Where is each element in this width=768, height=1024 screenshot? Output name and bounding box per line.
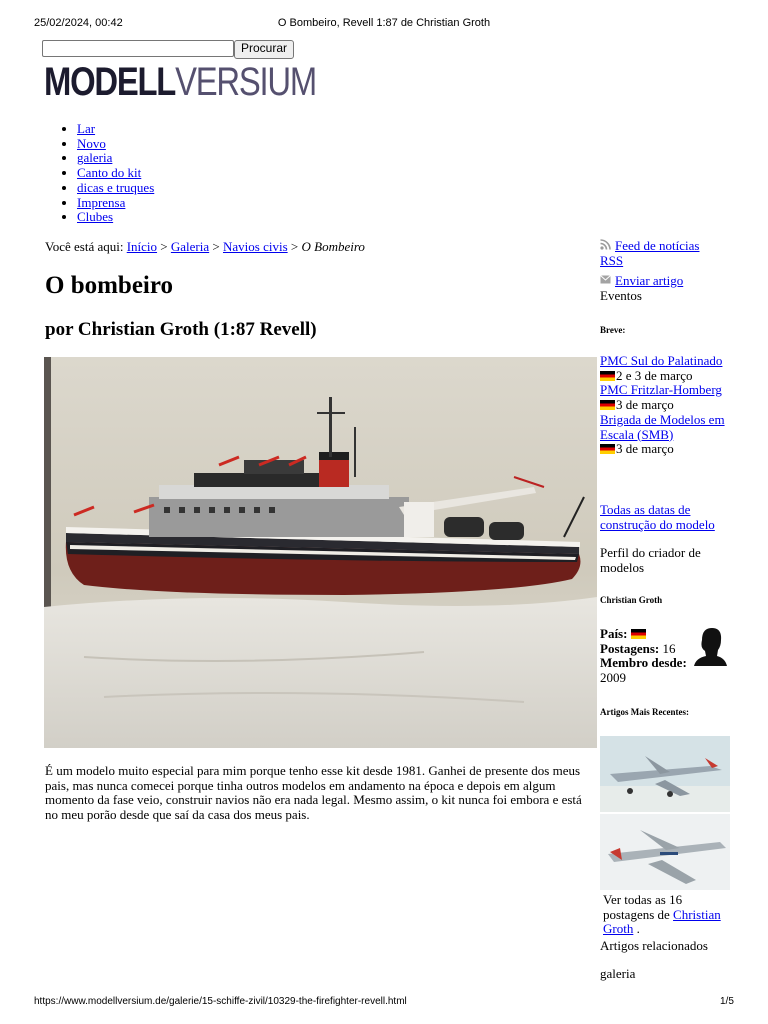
nav-link-press[interactable]: Imprensa [77,194,126,210]
logo-text-bold: MODELL [44,60,176,104]
member-label: Membro desde: [600,655,687,671]
related-articles-heading: Artigos relacionados [600,938,708,953]
nav-item-home [77,122,154,137]
avatar[interactable] [692,626,728,666]
see-all-posts [603,893,728,937]
see-all-prefix: Ver todas as 16 postagens de [603,892,683,922]
breadcrumb-sep: > [287,239,302,254]
article-paragraph: É um modelo muito especial para mim porque tenho esse kit desde 1981. Ganhei de presente dos meus pais, mas nunca comecei porque tinha outros modelos em andamento na época e depois em algum momento da fase veio, construir navios não era nada legal. Mesmo assim, o kit nunca foi embora e está no meu porão desde que saí da casa dos meus pais. [45,763,582,823]
breadcrumb-current: O Bombeiro [301,239,365,254]
profile-heading: Perfil do criador de modelos [600,545,701,575]
nav-item-gallery [77,151,154,166]
author-link[interactable]: Christian Groth [603,906,721,937]
search-button[interactable]: Procurar [234,40,294,59]
event-date: 3 de março [616,397,674,413]
event-link[interactable]: Brigada de Modelos em Escala (SMB) [600,411,725,442]
germany-flag-icon [600,371,615,381]
print-page-number: 1/5 [720,996,734,1007]
nav-item-kit-corner [77,166,154,181]
nav-item-clubs [77,210,154,225]
event-link[interactable]: PMC Sul do Palatinado [600,353,723,368]
breadcrumb-home[interactable]: Início [126,239,158,254]
main-nav [48,122,154,225]
site-logo[interactable] [44,62,316,102]
event-date: 3 de março [616,441,674,457]
event-link[interactable]: PMC Fritzlar-Homberg [600,382,722,398]
submit-article-label[interactable]: Enviar artigo [615,273,684,288]
events-heading: Eventos [600,288,642,303]
posts-value: 16 [662,640,676,656]
all-dates-link[interactable]: Todas as datas de construção do modelo [600,502,715,532]
recent-article-thumbnail[interactable] [600,814,730,890]
rss-feed-link[interactable] [600,239,725,268]
nav-link-home[interactable]: Lar [77,121,96,136]
recent-article-thumbnail[interactable] [600,736,730,812]
profile-stats [600,627,695,686]
breadcrumb-prefix: Você está aqui: [45,239,127,254]
recent-articles-label: Artigos Mais Recentes: [600,707,689,717]
print-url: https://www.modellversium.de/galerie/15-schiffe-zivil/10329-the-firefighter-revell.html [34,996,407,1007]
submit-article-link[interactable] [600,274,725,289]
event-item [600,383,725,412]
posts-label: Postagens: [600,640,660,656]
event-item [600,354,725,383]
search-input[interactable] [42,40,234,57]
events-brief-label: Breve: [600,325,626,335]
member-value: 2009 [600,670,626,686]
breadcrumb-gallery[interactable]: Galeria [170,239,210,254]
nav-link-gallery[interactable]: galeria [77,150,113,166]
related-gallery-label: galeria [600,966,636,981]
page-title: O bombeiro [45,272,174,299]
nav-link-kit-corner[interactable]: Canto do kit [77,165,142,181]
article-byline: por Christian Groth (1:87 Revell) [45,319,317,340]
event-item [600,413,725,457]
nav-item-press [77,196,154,211]
print-datetime: 25/02/2024, 00:42 [34,17,123,29]
nav-link-new[interactable]: Novo [77,135,106,151]
germany-flag-icon [600,400,615,410]
nav-link-clubs[interactable]: Clubes [77,209,114,225]
logo-text-light: VERSIUM [175,60,316,104]
breadcrumb-sep: > [157,239,171,254]
breadcrumb-category[interactable]: Navios civis [223,239,288,254]
nav-link-tips[interactable]: dicas e truques [77,179,155,195]
breadcrumb [45,239,365,255]
nav-item-new [77,137,154,152]
see-all-suffix: . [633,921,640,937]
ship-model-photo[interactable] [44,357,597,748]
germany-flag-icon [631,629,646,639]
event-list [600,354,725,457]
event-date: 2 e 3 de março [616,367,693,383]
envelope-icon [600,275,611,284]
nav-item-tips [77,181,154,196]
rss-icon [600,239,611,250]
profile-name: Christian Groth [600,595,663,605]
germany-flag-icon [600,444,615,454]
print-doc-title: O Bombeiro, Revell 1:87 de Christian Groth [277,17,491,29]
country-label: País: [600,626,628,641]
rss-feed-label[interactable]: Feed de notícias RSS [600,238,700,268]
breadcrumb-sep: > [209,239,223,254]
